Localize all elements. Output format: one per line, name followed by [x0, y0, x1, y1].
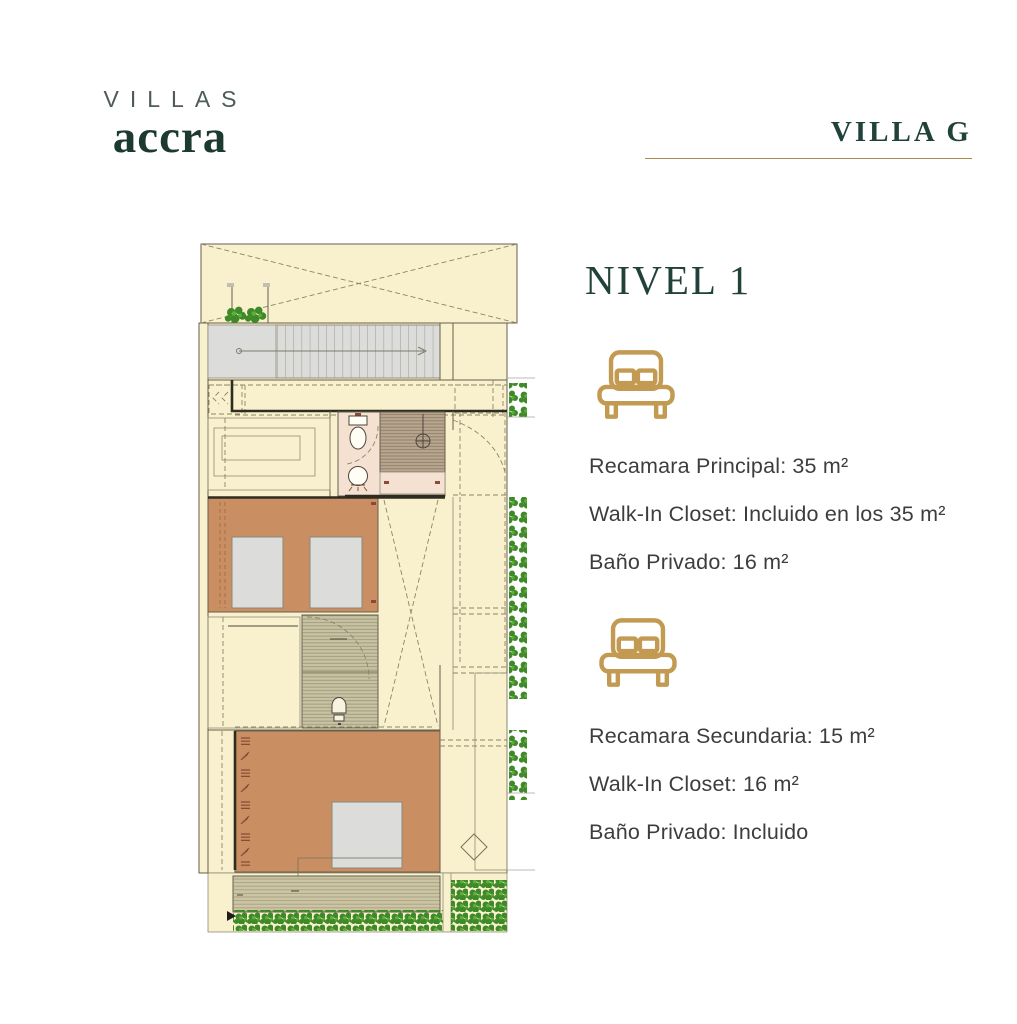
- detail-label: Baño Privado:: [589, 820, 727, 844]
- detail-value: 15 m²: [818, 724, 875, 748]
- detail-line: [589, 452, 989, 481]
- toilet-icon: [349, 413, 367, 449]
- planter-strip: [509, 383, 527, 417]
- villa-header: [645, 116, 972, 159]
- floor-plan: [195, 240, 535, 935]
- detail-value: Incluido: [732, 820, 809, 844]
- hedge-square: [451, 880, 507, 931]
- toilet-icon: [332, 698, 346, 726]
- bed: [232, 537, 283, 608]
- detail-value: 35 m²: [792, 454, 849, 478]
- detail-value: Incluido en los 35 m²: [742, 502, 946, 526]
- villa-label: VILLA G: [830, 116, 972, 148]
- brand-name-bottom: accra: [112, 111, 228, 163]
- detail-line: [589, 770, 989, 799]
- level-title: NIVEL 1: [585, 257, 752, 303]
- bed: [310, 537, 362, 608]
- brand-name-top: VILLAS: [103, 86, 248, 112]
- double-bed-icon: [590, 614, 686, 692]
- hedge-row: [233, 910, 443, 931]
- detail-line: [589, 548, 989, 577]
- detail-label: Recamara Principal:: [589, 454, 787, 478]
- principal-bedroom-details: [589, 452, 989, 596]
- shower: [380, 412, 445, 472]
- sink-icon: [349, 467, 368, 492]
- detail-label: Walk-In Closet:: [589, 502, 737, 526]
- detail-label: Recamara Secundaria:: [589, 724, 813, 748]
- detail-label: Baño Privado:: [589, 550, 727, 574]
- detail-label: Walk-In Closet:: [589, 772, 737, 796]
- planter-strip: [509, 497, 527, 699]
- detail-line: [589, 818, 989, 847]
- detail-value: 16 m²: [742, 772, 799, 796]
- secondary-bathroom: [302, 615, 378, 728]
- detail-value: 16 m²: [732, 550, 789, 574]
- detail-line: [589, 722, 989, 751]
- principal-bathroom: [338, 412, 445, 496]
- double-bed-icon: [588, 346, 684, 424]
- secondary-bedroom-details: [589, 722, 989, 866]
- detail-line: [589, 500, 989, 529]
- planter-strip: [509, 730, 527, 800]
- brand-logo: [92, 86, 248, 162]
- terrace-deck: [233, 876, 440, 912]
